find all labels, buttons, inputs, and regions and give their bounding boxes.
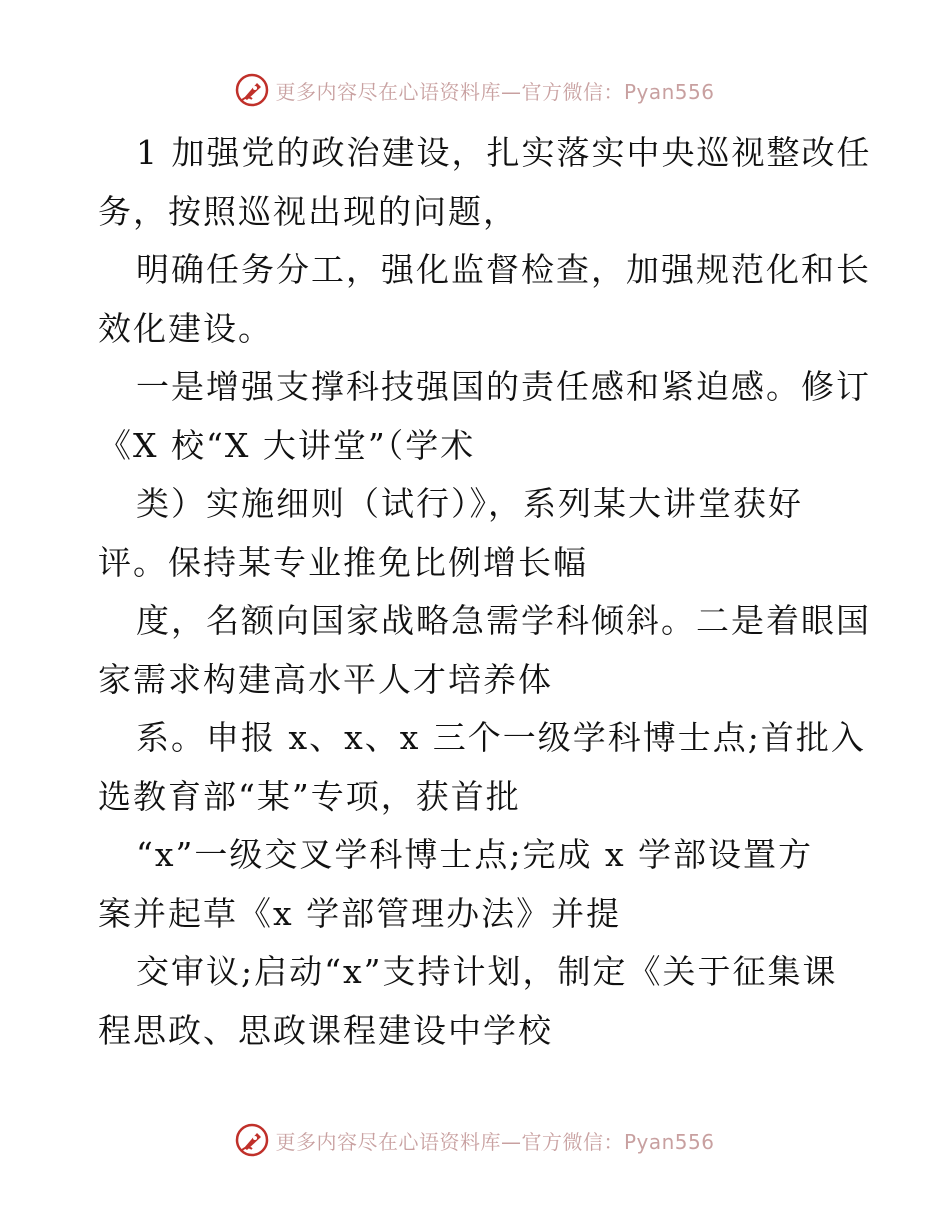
text-line: 明确任务分工，强化监督检查，加强规范化和长 bbox=[136, 250, 871, 289]
header-banner-text: 更多内容尽在心语资料库—官方微信：Pyan556 bbox=[275, 79, 715, 104]
text-line: 程思政、思政课程建设中学校 bbox=[98, 1010, 553, 1050]
header-banner bbox=[0, 70, 950, 110]
document-body bbox=[98, 124, 872, 1060]
text-line: 系。申报 x、x、x 三个一级学科博士点;首批入 bbox=[136, 718, 866, 757]
footer-banner bbox=[0, 1120, 950, 1160]
text-line: 家需求构建高水平人才培养体 bbox=[98, 659, 553, 699]
text-line: 效化建设。 bbox=[98, 308, 273, 348]
text-line: 选教育部“某”专项，获首批 bbox=[98, 776, 521, 816]
text-line: 务，按照巡视出现的问题， bbox=[98, 191, 518, 231]
text-line: 类）实施细则（试行）》，系列某大讲堂获好 bbox=[136, 484, 803, 523]
footer-banner-text: 更多内容尽在心语资料库—官方微信：Pyan556 bbox=[275, 1129, 715, 1154]
text-line: 评。保持某专业推免比例增长幅 bbox=[98, 542, 588, 582]
pen-nib-logo-icon bbox=[235, 1123, 269, 1157]
text-line: 案并起草《x 学部管理办法》并提 bbox=[98, 893, 622, 933]
text-line: 《X 校“X 大讲堂”（学术 bbox=[98, 425, 476, 465]
text-line: 度，名额向国家战略急需学科倾斜。二是着眼国 bbox=[136, 601, 871, 640]
text-line: 一是增强支撑科技强国的责任感和紧迫感。修订 bbox=[136, 367, 871, 406]
text-line: “x”一级交叉学科博士点;完成 x 学部设置方 bbox=[136, 835, 814, 874]
text-line: 1 加强党的政治建设，扎实落实中央巡视整改任 bbox=[136, 133, 872, 172]
text-line: 交审议;启动“x”支持计划，制定《关于征集课 bbox=[136, 952, 838, 991]
pen-nib-logo-icon bbox=[235, 73, 269, 107]
